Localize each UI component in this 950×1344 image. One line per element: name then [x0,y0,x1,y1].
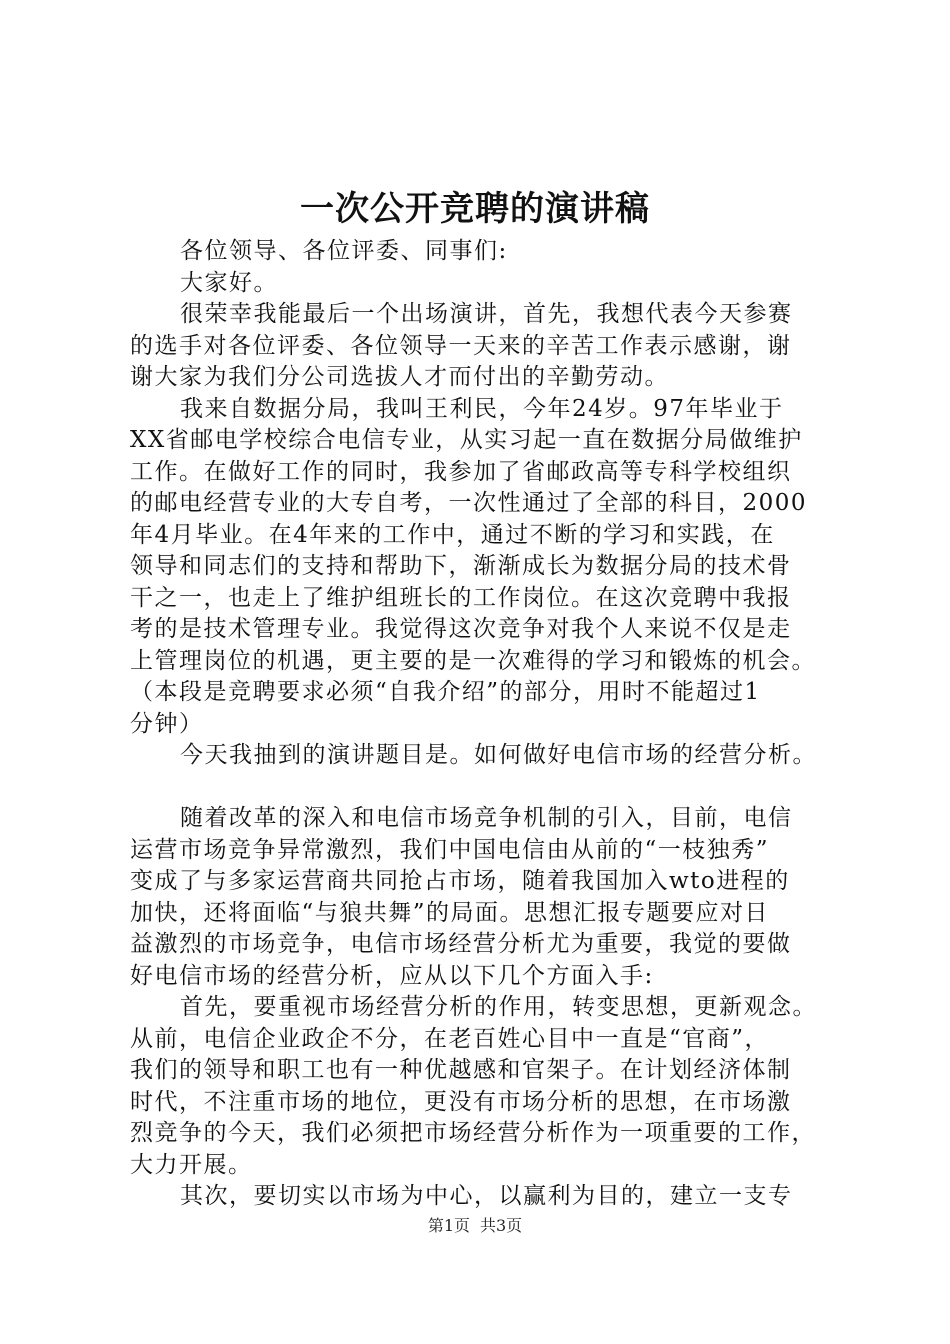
paragraph-line: 工作。在做好工作的同时，我参加了省邮政高等专科学校组织 [130,458,792,485]
paragraph-line: 大力开展。 [130,1151,253,1178]
paragraph-line: 随着改革的深入和电信市场竞争机制的引入，目前，电信 [180,805,793,831]
paragraph-line: 年4月毕业。在4年来的工作中，通过不断的学习和实践，在 [130,521,775,548]
paragraph-line: 的邮电经营专业的大专自考，一次性通过了全部的科目，2000 [130,490,808,516]
paragraph-line: 领导和同志们的支持和帮助下，渐渐成长为数据分局的技术骨 [130,553,792,579]
paragraph-line: 首先，要重视市场经营分析的作用，转变思想，更新观念。 [180,994,817,1020]
paragraph-gap [130,772,860,804]
paragraph-line: 很荣幸我能最后一个出场演讲，首先，我想代表今天参赛 [180,301,793,327]
paragraph-line: 考的是技术管理专业。我觉得这次竞争对我个人来说不仅是走 [130,616,792,642]
paragraph-line: 谢大家为我们分公司选拔人才而付出的辛勤劳动。 [130,364,669,390]
paragraph-line: 烈竞争的今天，我们必须把市场经营分析作为一项重要的工作， [130,1120,816,1146]
paragraph-line: 的选手对各位评委、各位领导一天来的辛苦工作表示感谢，谢 [130,332,792,359]
paragraph-line: 加快，还将面临“与狼共舞”的局面。思想汇报专题要应对日 [130,899,770,926]
paragraph-line: 干之一，也走上了维护组班长的工作岗位。在这次竞聘中我报 [130,584,792,611]
paragraph-line: 上管理岗位的机遇，更主要的是一次难得的学习和锻炼的机会。 [130,647,816,674]
paragraph-line: 运营市场竞争异常激烈，我们中国电信由从前的“一枝独秀” [130,836,770,863]
document-title: 一次公开竞聘的演讲稿 [300,189,650,229]
paragraph-line: 益激烈的市场竞争，电信市场经营分析尤为重要，我觉的要做 [130,931,792,957]
paragraph-line: 我们的领导和职工也有一种优越感和官架子。在计划经济体制 [130,1057,792,1083]
document-body [130,236,860,1213]
paragraph-line: 好电信市场的经营分析，应从以下几个方面入手: [130,962,654,989]
paragraph-line: （本段是竞聘要求必须“自我介绍”的部分，用时不能超过1 [130,679,761,705]
page-footer [0,1214,950,1238]
paragraph-line: 分钟） [130,710,204,737]
paragraph-line: 变成了与多家运营商共同抢占市场，随着我国加入wto进程的 [130,868,790,894]
page-total: 共3页 [480,1216,523,1235]
salutation-line: 大家好。 [180,269,278,296]
paragraph-line: 从前，电信企业政企不分，在老百姓心目中一直是“官商”， [130,1025,770,1052]
paragraph-line: XX省邮电学校综合电信专业，从实习起一直在数据分局做维护 [130,427,803,453]
greeting-line: 各位领导、各位评委、同事们: [180,238,508,264]
paragraph-line: 今天我抽到的演讲题目是。如何做好电信市场的经营分析。 [180,742,817,768]
paragraph-line: 时代，不注重市场的地位，更没有市场分析的思想，在市场激 [130,1088,792,1115]
paragraph-line: 我来自数据分局，我叫王利民，今年24岁。97年毕业于 [180,395,784,422]
page-number: 第1页 [427,1216,470,1235]
paragraph-line: 其次，要切实以市场为中心，以赢利为目的，建立一支专 [180,1183,793,1209]
